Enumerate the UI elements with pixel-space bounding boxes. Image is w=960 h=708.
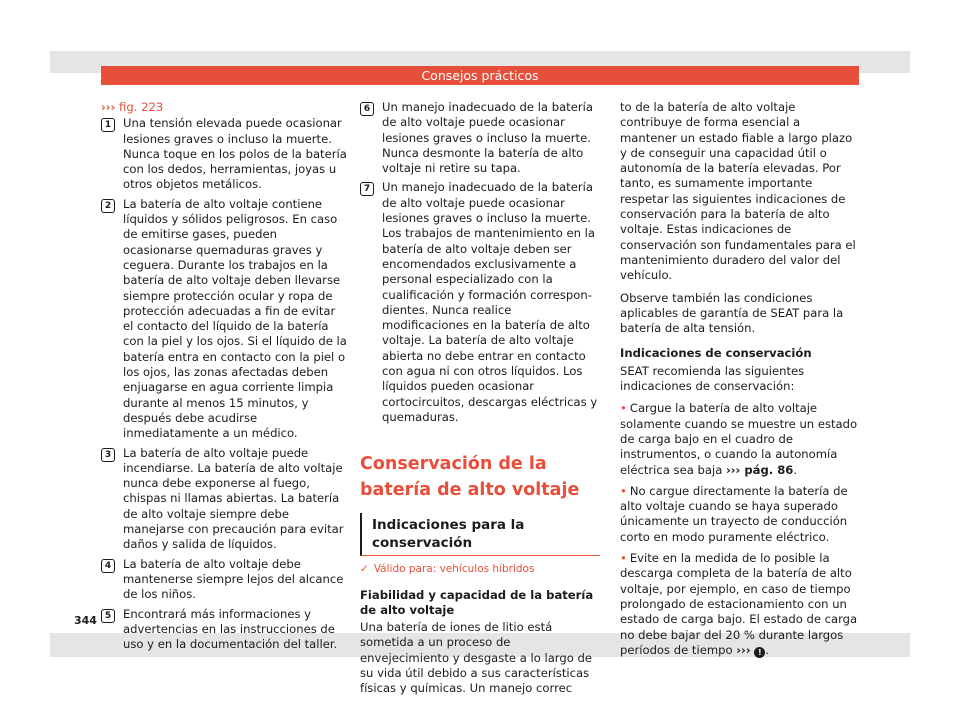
note-text: Encontrará más informaciones y advertencias en las instrucciones de uso y en la documentación del taller. [123,606,338,652]
arrow-ref-icon: ››› [101,100,116,114]
validity-note [360,562,600,577]
bullet-text: Evite en la medida de lo posible la descarga completa de la batería de alto voltaje, por ejemplo, en caso de tiempo prolongado de estacionamiento con un estado de carga bajo. El estado de carga no debe bajar del 20 % durante largos períodos de tiempo [620,551,858,657]
bullet-end: . [793,462,798,477]
page-link[interactable]: ››› pág. 86 [726,462,794,477]
note-item [101,557,347,603]
column-2 [360,100,600,704]
note-number-badge: 6 [360,102,374,116]
check-icon: ✓ [360,563,369,576]
section-title: Conservación de la batería de alto voltaje [360,454,580,501]
note-text: La batería de alto voltaje puede incendiarse. La batería de alto voltaje nunca debe exponerse al fuego, chispas ni llamas abiertas. La batería de alto voltaje siempre debe manejarse con precaución para evitar daños y salida de líquidos. [123,445,344,552]
note-text: Un manejo inadecuado de la batería de alto voltaje puede ocasionar lesiones graves o incluso la muerte. Los trabajos de mantenimiento en la batería de alto voltaje deben ser encomendados exclusivamente a personal especializado con la cualificación y formación correspondientes. Nunca realice modificaciones en la batería de alto voltaje. La batería de alto voltaje abierta no debe entrar en contacto con agua ni con otros líquidos. Los líquidos pueden ocasionar cortocircuitos, descargas eléctricas y quemaduras. [382,180,598,424]
bullet-end: . [765,642,769,657]
validity-text: Válido para: vehículos híbridos [373,563,535,576]
page-number: 344 [74,614,97,627]
arrow-ref-icon[interactable]: ››› [736,642,751,657]
figure-reference[interactable] [101,100,347,115]
bullet-text: No cargue directamente la batería de alto voltaje cuando se haya superado únicamente un trayecto de conducción corto en modo puramente eléctrico. [620,483,848,544]
note-item [101,446,347,553]
bullet-icon: • [620,483,627,498]
note-text: La batería de alto voltaje contiene líquidos y sólidos peligrosos. En caso de emitirse gases, pueden ocasionarse quemaduras graves y ceguera. Durante los trabajos en la batería de alto voltaje deben llevarse siempre protección ocular y ropa de protección adecuadas a fin de evitar el contacto del líquido de la batería con la piel y los ojos. Si el líquido de la batería entra en contacto con la piel o los ojos, las zonas afectadas deben enjuagarse en agua corriente limpia durante al menos 15 minutos, y después debe acudirse inmediatamente a un médico. [123,196,347,441]
note-number-badge: 5 [101,609,115,623]
subsection-title: Indicaciones para la conservación [360,513,600,556]
bullet-item [620,484,860,545]
paragraph: Observe también las condiciones aplicables de garantía de SEAT para la batería de alta tensión. [620,290,844,336]
bullet-icon: • [620,401,627,416]
note-item [101,197,347,442]
note-number-badge: 2 [101,199,115,213]
bullet-item [620,401,860,477]
note-item [101,607,347,653]
note-number-badge: 3 [101,448,115,462]
warning-icon[interactable]: ! [754,647,765,658]
paragraph: SEAT recomienda las siguientes indicaciones de conservación: [620,363,805,394]
note-number-badge: 4 [101,559,115,573]
column-3 [620,100,860,664]
note-text: Una tensión elevada puede ocasionar lesiones graves o incluso la muerte. Nunca toque en los polos de la batería con los dedos, herramientas, joyas u otros objetos metálicos. [123,116,347,192]
bullet-text: Cargue la batería de alto voltaje solamente cuando se muestre un estado de carga bajo en el cuadro de instrumentos, o cuando la autonomía eléctrica sea baja [620,401,858,477]
column-1 [101,100,347,656]
bold-heading: Fiabilidad y capacidad de la batería de alto voltaje [360,587,594,617]
note-item [360,180,600,425]
paragraph: Una batería de iones de litio está sometida a un proceso de envejecimiento y desgaste a lo largo de su vida útil debido a sus características físicas y químicas. Un manejo correc [360,620,592,696]
figure-reference-label: fig. 223 [119,100,164,114]
note-text: La batería de alto voltaje debe mantenerse siempre lejos del alcance de los niños. [123,556,344,602]
note-number-badge: 7 [360,182,374,196]
bullet-icon: • [620,551,627,566]
note-item [360,100,600,176]
heading: Indicaciones de conservación [620,346,812,361]
note-text: Un manejo inadecuado de la batería de alto voltaje puede ocasionar lesiones graves o incluso la muerte. Nunca desmonte la batería de alto voltaje ni retire su tapa. [382,100,593,176]
paragraph: to de la batería de alto voltaje contribuye de forma esencial a mantener un estado fiable a largo plazo y de conseguir una capacidad útil o autonomía de la batería elevadas. Por tanto, es sumamente importante respetar las siguientes indicaciones de conservación para la batería de alto voltaje. Estas indicaciones de conservación son fundamentales para el mantenimiento duradero del valor del vehículo. [620,100,856,283]
bullet-item [620,551,860,658]
note-item [101,116,347,192]
chapter-header: Consejos prácticos [101,66,859,85]
note-number-badge: 1 [101,118,115,132]
